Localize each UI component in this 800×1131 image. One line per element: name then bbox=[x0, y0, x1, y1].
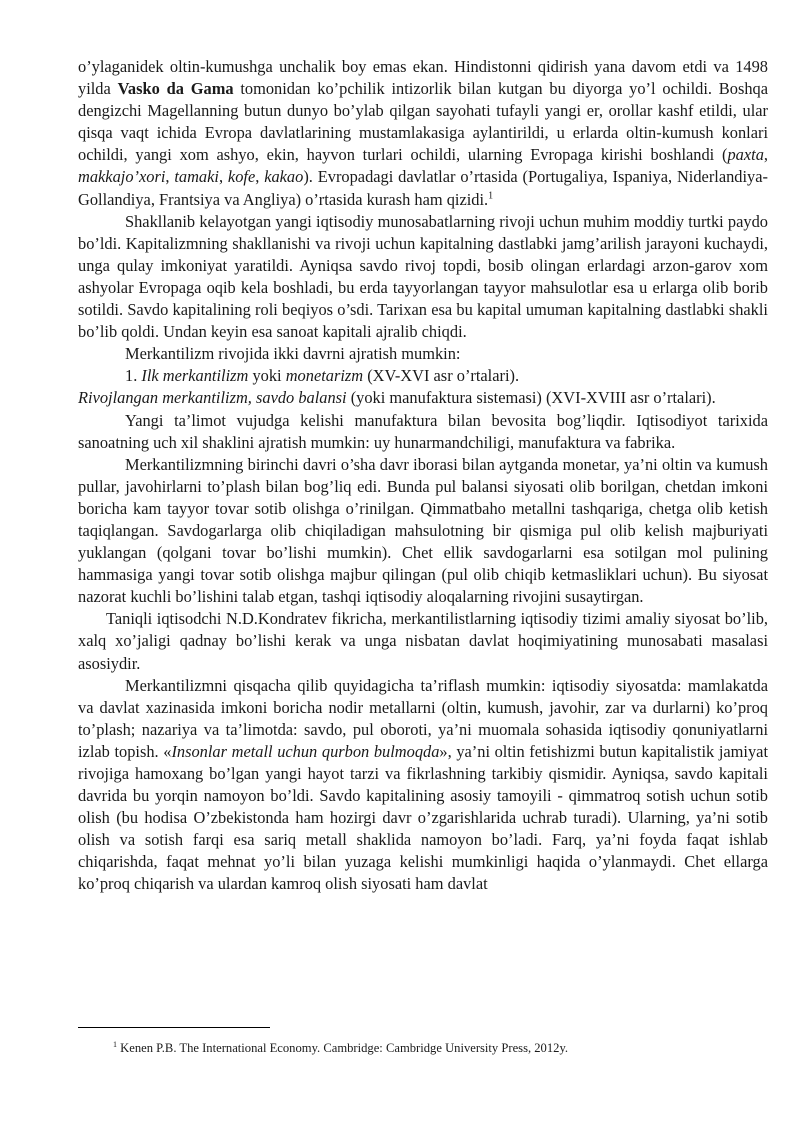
paragraph-definition bbox=[78, 675, 768, 896]
separator: , bbox=[255, 167, 265, 187]
term-ilk-merkantilizm: Ilk merkantilizm bbox=[141, 366, 249, 386]
paragraph-first-period: Merkantilizmning birinchi davri o’sha davr iborasi bilan aytganda monetar, ya’ni oltin va kumush pullar, javohirlarni to’plash bilan bog’liq edi. Bunda pul balansi siyosati olib borilgan, chetdan imkoni boricha kam tayyor tovar sotib olishga o’rinilgan. Qimmatbaho metallni tashqariga, chetga olib ketish taqiqlangan. Savdogarlarga olib chiqiladigan mahsulotning bir qismiga pul olib kelish majburiyati yuklangan (qolgani tovar bo’lishi mumkin). Chet ellik savdogarlarni esa sotilgan mol pulining hammasiga yangi tovar sotib olishga majbur qilingan (pul olib chiqib ketmasliklari uchun). Bu siyosat nazorat kuchli bo’lishini talab etgan, tashqi iqtisodiy aloqalarning rivojini susaytirgan. bbox=[78, 454, 768, 607]
text-run: yoki bbox=[248, 366, 286, 386]
footnote-number: 1 bbox=[113, 1039, 117, 1049]
term-rivojlangan-merkantilizm: Rivojlangan merkantilizm, savdo balansi bbox=[78, 388, 347, 408]
paragraph-manufacture: Yangi ta’limot vujudga kelishi manufaktura bilan bevosita bog’liqdir. Iqtisodiyot tarixida sanoatning uch xil shaklini ajratish mumkin: uy hunarmandchiligi, manufaktura va fabrika. bbox=[78, 410, 768, 452]
text-run: ). Evropadagi davlatlar o’rtasida (Portugaliya, Ispaniya, Niderlandiya-Gollandiya, Frantsiya va Angliya) o’rtasida kurash ham qizidi. bbox=[78, 167, 768, 209]
crop-kakao: kakao bbox=[264, 167, 304, 187]
paragraph-two-periods: Merkantilizm rivojida ikki davrni ajratish mumkin: bbox=[125, 344, 461, 364]
text-run: (XV-XVI asr o’rtalari). bbox=[363, 366, 520, 386]
footnote-text: Kenen P.B. The International Economy. Cambridge: Cambridge University Press, 2012y. bbox=[117, 1041, 569, 1055]
text-run: (yoki manufaktura sistemasi) (XVI-XVIII asr o’rtalari). bbox=[346, 388, 716, 408]
text-run: », ya’ni oltin fetishizmi butun kapitalistik jamiyat rivojiga hamoxang bo’lgan yangi hayot tarzi va fikrlashning tarkibiy qismidir. Ayniqsa, savdo kapitali davrida bu yorqin namoyon bo’ldi. Savdo kapitalining asosiy tamoyili - qimmatroq sotish uchun sotib olish (bu hodisa O’zbekistonda ham hozirgi davr o’zgarishlarida uchrab turadi). Ularning, ya’ni sotib olish va sotish farqi esa sariq metall shaklida namoyon bo’ladi. Farq, ya’ni foyda faqat ishlab chiqarishda, faqat mehnat yo’li bilan yuzaga kelishi mumkinligi haqida o’ylanmaydi. Chet ellarga ko’proq chiqarish va ulardan kamroq olish siyosati ham davlat bbox=[78, 741, 768, 894]
list-number: 1. bbox=[125, 366, 142, 386]
footnote-reference[interactable]: 1 bbox=[488, 190, 494, 202]
paragraph-discoveries bbox=[78, 56, 768, 211]
text-run: Merkantilizmni qisqacha qilib quyidagicha ta’riflash mumkin: iqtisodiy siyosatda: mamlakatda va davlat xazinasida imkoni boricha nodir metallarni (oltin, kumush, javohir, zar va durlarni) ko’proq to’plash; nazariya va ta’limotda: savdo, pul oboroti, ya’ni muomala sohasida iqtisodiy qonuniyatlarni izlab topish. « bbox=[78, 675, 768, 761]
separator: , bbox=[218, 167, 228, 187]
term-monetarizm: monetarizm bbox=[285, 366, 364, 386]
paragraph-capital: Shakllanib kelayotgan yangi iqtisodiy munosabatlarning rivoji uchun muhim moddiy turtki paydo bo’ldi. Kapitalizmning shakllanishi va rivoji uchun kapitalning dastlabki jamg’arilish jarayoni kuchaydi, unga qulay imkoniyat yaratildi. Ayniqsa savdo rivoj topdi, bosib olingan erlardagi arzon-garov xom ashyolar Evropaga oqib kela boshladi, bu erda tayyorlangan tayyor mahsulotlar esa u erlarga olib borib sotildi. Savdo kapitalining roli beqiyos o’sdi. Tarixan esa bu kapital umuman kapitalning dastlabki shakli bo’lib qoldi. Undan keyin esa sanoat kapitali ajralib chiqdi. bbox=[78, 211, 768, 342]
text-run: tomonidan ko’pchilik intizorlik bilan kutgan bu diyorga yo’l ochildi. Boshqa dengizchi Magellanning butun dunyo bo’ylab qilgan sayohati tufayli yangi er, orollar kashf etildi, ular qisqa vaqt ichida Evropa davlatlarining mustamlakasiga aylantirildi, u erlarda oltin-kumush konlari ochildi, yangi xom ashyo, ekin, hayvon turlari ochildi, ularning Evropaga kirishi boshlandi ( bbox=[78, 79, 768, 165]
list-item-early-mercantilism bbox=[78, 365, 768, 387]
footnote-divider bbox=[78, 1027, 270, 1028]
quote-insonlar-metall: Insonlar metall uchun qurbon bulmoqda bbox=[171, 741, 440, 761]
paragraph-kondratev: Taniqli iqtisodchi N.D.Kondratev fikricha, merkantilistlarning iqtisodiy tizimi amaliy siyosat bo’lib, xalq xo’jaligi qadnay bo’lishi kerak va unga nisbatan davlat hoqimiyatining munosabati masalasi asosiydir. bbox=[78, 609, 768, 673]
name-vasko-da-gama: Vasko da Gama bbox=[117, 79, 234, 99]
text-run: o’ylaganidek oltin-kumushga unchalik boy emas ekan. Hindistonni qidirish yana davom etdi va 1498 yilda bbox=[78, 57, 768, 99]
list-item-developed-mercantilism bbox=[78, 387, 768, 409]
crop-tamaki: tamaki bbox=[174, 167, 219, 187]
crop-makkajoxori: makkajo’xori bbox=[78, 167, 166, 187]
separator: , bbox=[165, 167, 175, 187]
crop-paxta: paxta bbox=[727, 145, 764, 165]
document-body bbox=[78, 56, 768, 896]
footnote bbox=[113, 1040, 773, 1056]
crop-kofe: kofe bbox=[227, 167, 256, 187]
separator: , bbox=[763, 145, 768, 165]
